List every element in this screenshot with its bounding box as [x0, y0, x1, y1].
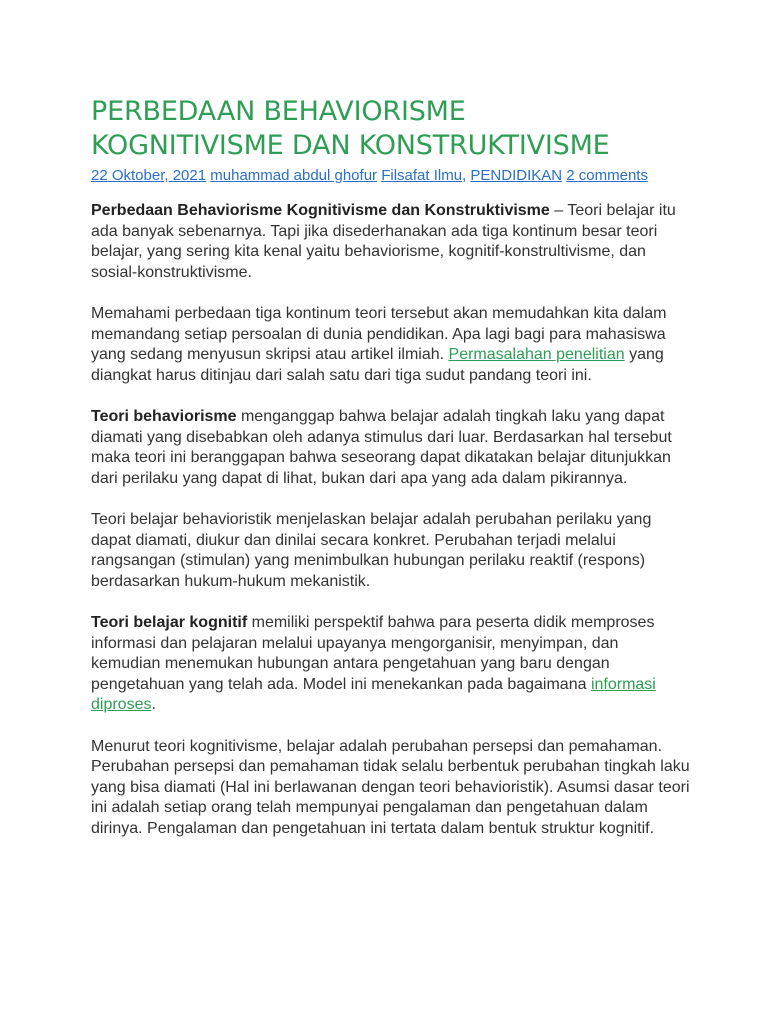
article-title-line-2: KOGNITIVISME DAN KONSTRUKTIVISME — [91, 130, 610, 161]
paragraph-behaviorisme — [91, 407, 691, 489]
category-separator: , — [462, 167, 467, 184]
kognitivisme-text: Menurut teori kognitivisme, belajar adalah perubahan persepsi dan pemahaman. Perubahan persepsi dan pemahaman tidak selalu berbentuk perubahan tingkah laku yang bisa diamati (Hal ini berlawanan dengan teori behavioristik). Asumsi dasar teori ini adalah setiap orang telah mempunyai pengalaman dan pengetahuan dalam dirinya. Pengalaman dan pengetahuan ini tertata dalam bentuk struktur kognitif. — [91, 737, 690, 837]
post-date-link[interactable]: 22 Oktober, 2021 — [91, 167, 207, 184]
intro-bold-phrase: Perbedaan Behaviorisme Kognitivisme dan Konstruktivisme — [91, 202, 550, 219]
article — [91, 95, 691, 839]
intro-text: – Teori belajar itu ada banyak sebenarnya. Tapi jika disederhanakan ada tiga kontinum besar teori belajar, yang sering kita kenal yaitu behaviorisme, kognitif-konstrultivisme, dan sosial-konstruktivisme. — [91, 202, 676, 281]
kognitif-bold-phrase: Teori belajar kognitif — [91, 614, 248, 631]
permasalahan-penelitian-link[interactable]: Permasalahan penelitian — [448, 346, 625, 363]
kognitif-text-after: . — [151, 696, 156, 713]
continuum-text-after: yang diangkat harus ditinjau dari salah satu dari tiga sudut pandang teori ini. — [91, 346, 664, 384]
behaviorisme-text: menganggap bahwa belajar adalah tingkah laku yang dapat diamati yang disebabkan oleh adanya stimulus dari luar. Berdasarkan hal tersebut maka teori ini beranggapan bahwa seseorang dapat dikatakan belajar ditunjukkan dari perilaku yang dapat di lihat, bukan dari apa yang ada dalam pikirannya. — [91, 408, 672, 487]
informasi-diproses-link[interactable]: informasi diproses — [91, 675, 656, 713]
comments-link[interactable]: 2 comments — [566, 167, 648, 184]
paragraph-behavioristik — [91, 510, 691, 592]
paragraph-continuum — [91, 304, 691, 386]
paragraph-kognitif — [91, 613, 691, 716]
continuum-text-before: Memahami perbedaan tiga kontinum teori tersebut akan memudahkan kita dalam memandang setiap persoalan di dunia pendidikan. Apa lagi bagi para mahasiswa yang sedang menyusun skripsi atau artikel ilmiah. — [91, 305, 667, 363]
article-title — [91, 95, 691, 163]
behavioristik-text: Teori belajar behavioristik menjelaskan belajar adalah perubahan perilaku yang dapat diamati, diukur dan dinilai secara konkret. Perubahan terjadi melalui rangsangan (stimulan) yang menimbulkan hubungan perilaku reaktif (respons) berdasarkan hukum-hukum mekanistik. — [91, 511, 652, 590]
category-link-pendidikan[interactable]: PENDIDIKAN — [470, 167, 563, 184]
paragraph-kognitivisme — [91, 737, 691, 840]
behaviorisme-bold-phrase: Teori behaviorisme — [91, 408, 237, 425]
article-title-line-1: PERBEDAAN BEHAVIORISME — [91, 96, 466, 127]
kognitif-text-before: memiliki perspektif bahwa para peserta didik memproses informasi dan pelajaran melalui upayanya mengorganisir, menyimpan, dan kemudian menemukan hubungan antara pengetahuan yang baru dengan pengetahuan yang telah ada. Model ini menekankan pada bagaimana — [91, 614, 655, 693]
category-link-filsafat-ilmu[interactable]: Filsafat Ilmu — [381, 167, 463, 184]
post-meta — [91, 167, 691, 185]
paragraph-intro — [91, 201, 691, 283]
author-link[interactable]: muhammad abdul ghofur — [210, 167, 378, 184]
